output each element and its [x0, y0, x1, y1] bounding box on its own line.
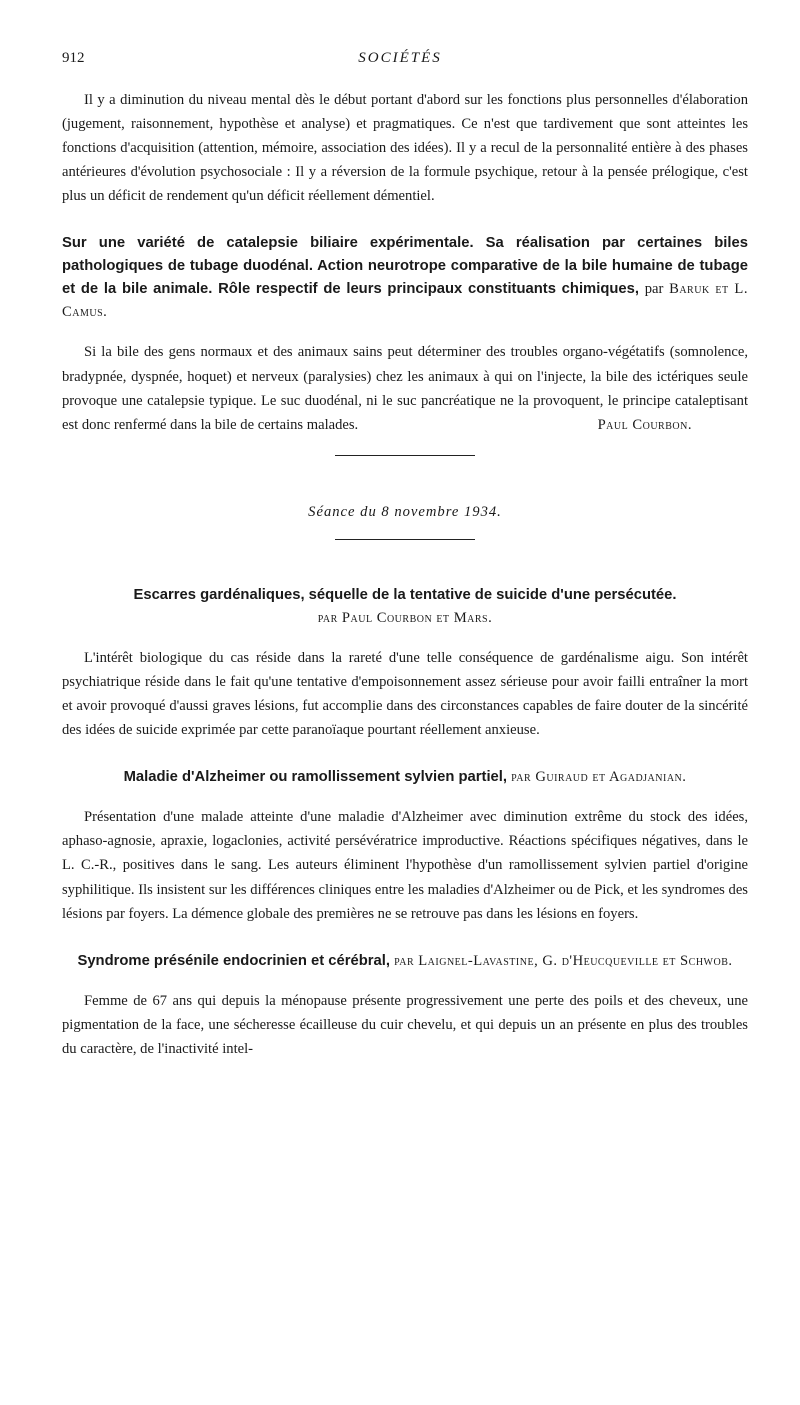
article3-authors: par Guiraud et Agadjanian. — [511, 769, 687, 786]
article4-authors: par Laignel-Lavastine, G. d'Heucqueville et Schwob. — [394, 952, 733, 969]
page-body — [62, 88, 748, 1061]
article2-body: L'intérêt biologique du cas réside dans la rareté d'une telle conséquence de gardénalisme aigu. Son intérêt psychiatrique réside dans le fait qu'une tentative d'empoisonnement assez sérieuse pour avoir failli entraîner la mort et avoir provoqué d'aussi graves lésions, fut accomplie dans des circonstances capables de faire douter de la sincérité des idées de suicide exprimée par cette paranoïaque pourtant réellement anxieuse. — [62, 649, 748, 739]
seance-date: Séance du 8 novembre 1934. — [308, 503, 502, 520]
article1-signature: Paul Courbon. — [597, 416, 692, 433]
article4-title: Syndrome présénile endocrinien et cérébral, par Laignel-Lavastine, G. d'Heucqueville et Schwob. — [77, 952, 733, 969]
article2-title: Escarres gardénaliques, séquelle de la tentative de suicide d'une persécutée. par Paul Courbon et Mars. — [62, 584, 748, 630]
intro-paragraph: Il y a diminution du niveau mental dès le début portant d'abord sur les fonctions plus personnelles d'élaboration (jugement, raisonnement, hypothèse et analyse) et pragmatiques. Ce n'est que tardivement que sont atteintes les fonctions d'acquisition (attention, mémoire, association des idées). Il y a recul de la personnalité entière à des phases antérieures d'évolution psychosociale : Il y a réversion de la formule psychique, retour à la pensée prélogique, c'est plus un déficit de rendement qu'un déficit réellement démentiel. — [62, 92, 748, 205]
article1-body: Si la bile des gens normaux et des animaux sains peut déterminer des troubles organo-végétatifs (somnolence, bradypnée, dyspnée, hoquet) et nerveux (paralysies) chez les animaux à qui on l'injecte, la bile des ictériques seule provoque une catalepsie typique. Le suc duodénal, ni le suc pancréatique ne la provoquent, le principe cataleptisant est donc renfermé dans la bile de certains malades. Paul Courbon. — [62, 340, 748, 436]
article1-authors: Baruk et L. Camus. — [62, 281, 748, 321]
running-title: SOCIÉTÉS — [358, 50, 442, 66]
page-header — [62, 50, 738, 74]
article3-body: Présentation d'une malade atteinte d'une maladie d'Alzheimer avec diminution extrême du stock des idées, aphaso-agnosie, apraxie, logaclonies, activité persévératrice improductive. Réactions spécifiques négatives, dans le L. C.-R., positives dans le sang. Les auteurs éliminent l'hypothèse d'un ramollissement sylvien partiel d'origine syphilitique. Ils insistent sur les différences cliniques entre les maladies d'Alzheimer ou de Pick, et les syndromes des lésions par foyers. La démence globale des premières ne se retrouve pas dans les lésions en foyers. — [62, 809, 748, 922]
article2-authors: par Paul Courbon et Mars. — [317, 609, 493, 626]
article1-title: Sur une variété de catalepsie biliaire expérimentale. Sa réalisation par certaines biles pathologiques de tubage duodénal. Action neurotrope comparative de la bile humaine de tubage et de la bile animale. Rôle respectif de leurs principaux constituants chimiques, par Baruk et L. Camus. — [62, 235, 748, 321]
article4-body: Femme de 67 ans qui depuis la ménopause présente progressivement une perte des poils et des cheveux, une pigmentation de la face, une sécheresse écailleuse du cuir chevelu, et qui depuis un an présente en plus des troubles du caractère, de l'inactivité intel- — [62, 992, 748, 1057]
page-number: 912 — [62, 50, 85, 66]
article3-title: Maladie d'Alzheimer ou ramollissement sylvien partiel, par Guiraud et Agadjanian. — [123, 769, 687, 786]
